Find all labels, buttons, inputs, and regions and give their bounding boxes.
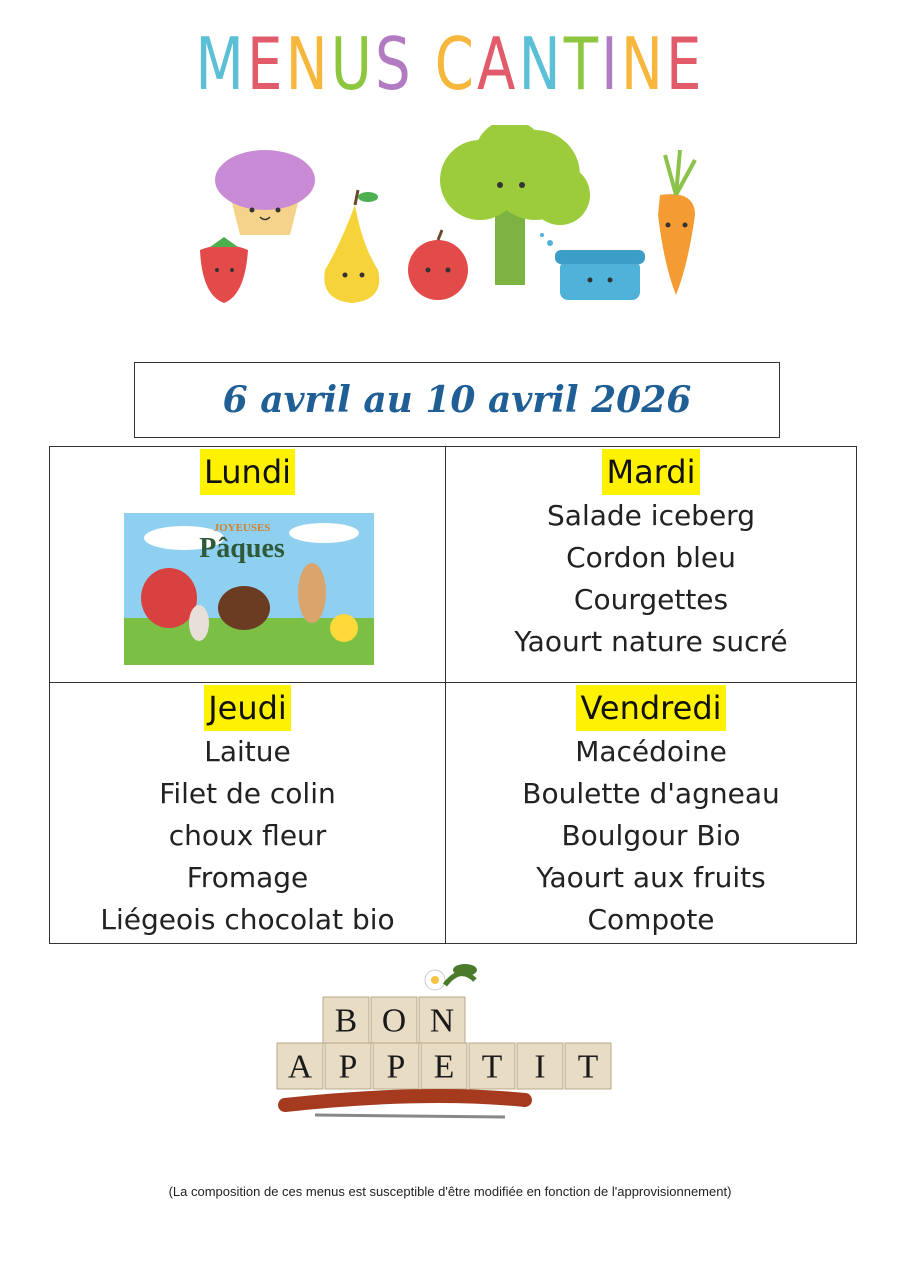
strawberry-icon bbox=[200, 237, 248, 303]
menu-item: choux fleur bbox=[168, 819, 327, 852]
menu-item: Fromage bbox=[186, 861, 309, 894]
letter-block-text: T bbox=[577, 1048, 599, 1086]
day-cell-mardi bbox=[446, 447, 856, 683]
carrot-icon bbox=[658, 150, 695, 295]
title-letter: M bbox=[195, 22, 247, 106]
day-cell-vendredi bbox=[446, 683, 856, 943]
chocolate-egg-icon bbox=[218, 586, 270, 630]
letter-block-text: P bbox=[386, 1048, 406, 1086]
bon-appetit-image bbox=[275, 955, 625, 1130]
title-letter: T bbox=[563, 22, 602, 106]
pear-icon bbox=[324, 190, 379, 303]
menu-item: Boulette d'agneau bbox=[522, 777, 780, 810]
day-label-mardi: Mardi bbox=[602, 449, 699, 495]
letter-block-text: P bbox=[338, 1048, 358, 1086]
svg-text:Pâques: Pâques bbox=[199, 533, 285, 564]
page-title bbox=[99, 22, 801, 106]
letter-block-text: A bbox=[287, 1048, 313, 1086]
title-letter: E bbox=[246, 22, 286, 106]
easter-image bbox=[124, 513, 374, 665]
title-letter bbox=[414, 28, 435, 100]
menu-item: Cordon bleu bbox=[566, 541, 736, 574]
letter-block-text: I bbox=[534, 1048, 546, 1086]
cooking-pot-icon bbox=[540, 233, 645, 300]
menu-item: Yaourt aux fruits bbox=[536, 861, 766, 894]
napkin-icon bbox=[285, 1096, 525, 1105]
title-letter: E bbox=[665, 22, 705, 106]
menu-item: Filet de colin bbox=[159, 777, 336, 810]
menu-item: Boulgour Bio bbox=[561, 819, 741, 852]
svg-text:JOYEUSES: JOYEUSES bbox=[213, 522, 271, 534]
red-egg-icon bbox=[141, 568, 197, 628]
chick-icon bbox=[330, 614, 358, 642]
title-letter: S bbox=[374, 22, 414, 106]
letter-block-text: E bbox=[433, 1048, 455, 1086]
apple-icon bbox=[408, 230, 468, 300]
title-letter: A bbox=[477, 22, 519, 106]
menu-item: Salade iceberg bbox=[547, 499, 755, 532]
menu-item: Macédoine bbox=[575, 735, 727, 768]
title-letter: N bbox=[620, 22, 666, 106]
bunny-icon bbox=[189, 605, 209, 641]
rabbit-icon bbox=[298, 563, 326, 623]
letter-block-text: T bbox=[481, 1048, 503, 1086]
letter-block-text: B bbox=[334, 1002, 358, 1040]
menu-item: Compote bbox=[587, 903, 715, 936]
weekly-menu-grid bbox=[49, 446, 857, 944]
title-letter: C bbox=[434, 22, 478, 106]
footer-note: (La composition de ces menus est susceptible d'être modifiée en fonction de l'approvisionnement) bbox=[168, 1184, 732, 1199]
day-cell-lundi bbox=[50, 447, 446, 683]
day-label-jeudi: Jeudi bbox=[204, 685, 291, 731]
food-illustrations bbox=[190, 125, 720, 315]
day-label-vendredi: Vendredi bbox=[576, 685, 725, 731]
cupcake-icon bbox=[215, 150, 315, 235]
day-cell-jeudi bbox=[50, 683, 446, 943]
menu-item: Laitue bbox=[204, 735, 291, 768]
title-letter: N bbox=[518, 22, 564, 106]
letter-block-text: N bbox=[429, 1002, 455, 1040]
day-label-lundi: Lundi bbox=[200, 449, 295, 495]
week-date-box bbox=[134, 362, 780, 438]
fork-icon bbox=[315, 1115, 505, 1117]
letter-block-text: O bbox=[381, 1002, 407, 1040]
title-letter: U bbox=[330, 22, 375, 106]
week-date-range: 6 avril au 10 avril 2026 bbox=[222, 379, 692, 421]
menu-item: Courgettes bbox=[573, 583, 729, 616]
title-letter: I bbox=[601, 22, 621, 106]
title-letter: N bbox=[285, 22, 331, 106]
menu-item: Liégeois chocolat bio bbox=[100, 903, 395, 936]
menu-item: Yaourt nature sucré bbox=[514, 625, 788, 658]
flower-icon bbox=[425, 964, 477, 990]
